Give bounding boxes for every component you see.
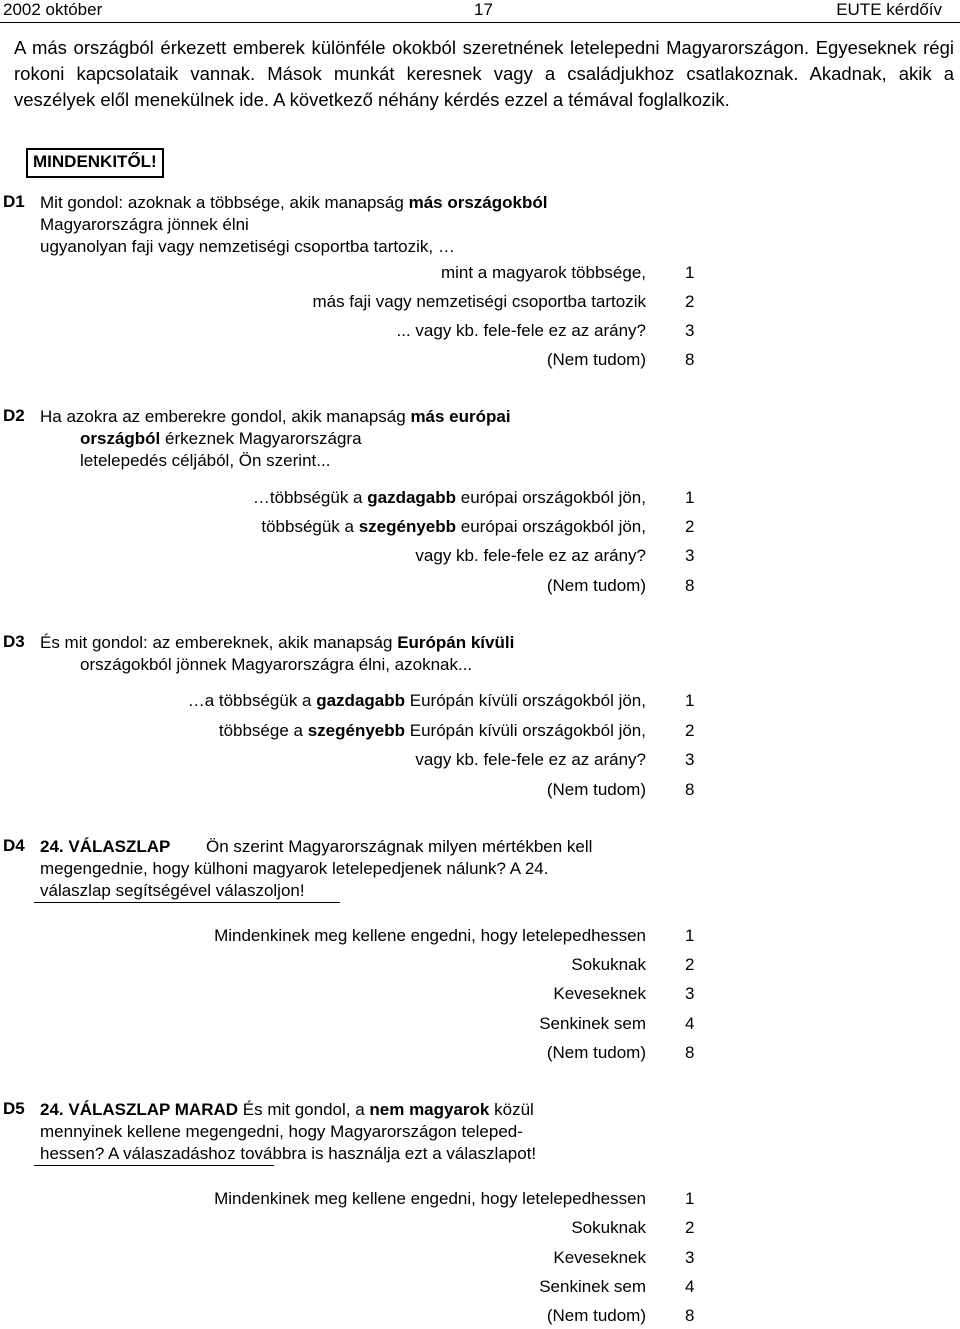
- d3-code-2: 2: [685, 721, 695, 740]
- d1-option-3: ... vagy kb. fele-fele ez az arány?: [396, 321, 646, 340]
- question-d1-emph: más országokból: [408, 193, 548, 212]
- d5-option-4: Senkinek sem: [539, 1277, 646, 1296]
- d3-code-1: 1: [685, 691, 695, 710]
- question-d2-text2: érkeznek Magyarországra: [160, 429, 362, 448]
- d5-code-2: 2: [685, 1218, 695, 1237]
- mindenkitol-box: MINDENKITŐL!: [26, 148, 164, 178]
- d3-code-4: 8: [685, 780, 695, 799]
- question-d4-line1: Ön szerint Magyarországnak milyen mértékben kell: [206, 837, 593, 856]
- d5-card-label: 24. VÁLASZLAP MARAD: [40, 1100, 239, 1119]
- d5-option-2: Sokuknak: [571, 1218, 646, 1237]
- question-id-d4: D4: [3, 836, 25, 855]
- question-id-d2: D2: [3, 406, 25, 425]
- question-d2-line1: [40, 406, 511, 428]
- intro-paragraph: A más országból érkezett emberek különféle okokból szeretnének letelepedni Magyarországon. Egyeseknek régi rokoni kapcsolataik vannak. Mások munkát keresnek vagy a családjukhoz csatlakoznak. Akadnak, akik a veszélyek elől menekülnek ide. A következő néhány kérdés ezzel a témával foglalkozik.: [14, 37, 954, 110]
- d1-option-1: mint a magyarok többsége,: [440, 263, 646, 282]
- d1-option-4: (Nem tudom): [546, 350, 646, 369]
- question-d4-line3: válaszlap segítségével válaszoljon!: [40, 881, 305, 900]
- d1-code-4: 8: [685, 350, 695, 369]
- question-d3-text: És mit gondol: az embereknek, akik manapság: [40, 633, 398, 652]
- question-d3-emph: Európán kívüli: [397, 633, 515, 652]
- question-d2-text: Ha azokra az emberekre gondol, akik manapság: [40, 407, 411, 426]
- question-d1-line2: Magyarországra jönnek élni: [40, 215, 249, 234]
- question-d4-line2: megengednie, hogy külhoni magyarok letelepedjenek nálunk? A 24.: [40, 859, 549, 878]
- d2-option-4: (Nem tudom): [546, 576, 646, 595]
- d4-option-2: Sokuknak: [571, 955, 646, 974]
- d2-code-3: 3: [685, 546, 695, 565]
- d3-option-3: vagy kb. fele-fele ez az arány?: [415, 750, 646, 769]
- d4-option-3: Keveseknek: [553, 984, 646, 1003]
- d4-code-1: 1: [685, 926, 695, 945]
- d5-code-3: 3: [685, 1248, 695, 1267]
- d4-card-label: 24. VÁLASZLAP: [40, 837, 171, 856]
- page-number: 17: [474, 0, 493, 19]
- question-id-d1: D1: [3, 192, 25, 211]
- question-d2-line2: [80, 428, 362, 450]
- question-d3-line1: [40, 632, 514, 654]
- d2-code-4: 8: [685, 576, 695, 595]
- d5-option-3: Keveseknek: [553, 1248, 646, 1267]
- d4-code-2: 2: [685, 955, 695, 974]
- d4-option-1: Mindenkinek meg kellene engedni, hogy letelepedhessen: [214, 926, 646, 945]
- question-d5-line3: hessen? A válaszadáshoz továbbra is használja ezt a válaszlapot!: [40, 1144, 537, 1163]
- d1-code-3: 3: [685, 321, 695, 340]
- question-id-d5: D5: [3, 1099, 25, 1118]
- d5-code-1: 1: [685, 1189, 695, 1208]
- d5-option-1: Mindenkinek meg kellene engedni, hogy letelepedhessen: [214, 1189, 646, 1208]
- d5-code-5: 8: [685, 1306, 695, 1325]
- d2-code-2: 2: [685, 517, 695, 536]
- d1-code-2: 2: [685, 292, 695, 311]
- d4-code-5: 8: [685, 1043, 695, 1062]
- question-d1-text: Mit gondol: azoknak a többsége, akik manapság: [40, 193, 409, 212]
- d3-option-2: többsége a szegényebb Európán kívüli országokból jön,: [218, 721, 646, 740]
- d2-option-3: vagy kb. fele-fele ez az arány?: [415, 546, 646, 565]
- question-d2-emph: más európai: [410, 407, 511, 426]
- question-d2-emph2: országból: [80, 429, 161, 448]
- header-date: 2002 október: [3, 0, 103, 19]
- d2-option-1: …többségük a gazdagabb európai országokból jön,: [252, 488, 646, 507]
- d5-underline: [34, 1165, 274, 1166]
- d1-option-2: más faji vagy nemzetiségi csoportba tartozik: [312, 292, 646, 311]
- d4-code-3: 3: [685, 984, 695, 1003]
- d3-option-1: …a többségük a gazdagabb Európán kívüli országokból jön,: [187, 691, 646, 710]
- d2-code-1: 1: [685, 488, 695, 507]
- d5-option-5: (Nem tudom): [546, 1306, 646, 1325]
- d4-option-4: Senkinek sem: [539, 1014, 646, 1033]
- question-d1-line1: [40, 192, 547, 214]
- d3-code-3: 3: [685, 750, 695, 769]
- header-title: EUTE kérdőív: [836, 0, 942, 19]
- question-d1-line3: ugyanolyan faji vagy nemzetiségi csoportba tartozik, …: [40, 237, 455, 256]
- question-d5-line1: 24. VÁLASZLAP MARAD És mit gondol, a nem magyarok közül: [40, 1100, 534, 1119]
- d5-code-4: 4: [685, 1277, 695, 1296]
- question-id-d3: D3: [3, 632, 25, 651]
- question-d2-line3: letelepedés céljából, Ön szerint...: [80, 451, 331, 470]
- d3-option-4: (Nem tudom): [546, 780, 646, 799]
- d4-option-5: (Nem tudom): [546, 1043, 646, 1062]
- d2-option-2: többségük a szegényebb európai országokból jön,: [261, 517, 646, 536]
- header-rule: [0, 22, 960, 23]
- question-d3-line2: országokból jönnek Magyarországra élni, azoknak...: [80, 655, 473, 674]
- d4-code-4: 4: [685, 1014, 695, 1033]
- d1-code-1: 1: [685, 263, 695, 282]
- d4-underline: [34, 902, 340, 903]
- question-d5-line2: mennyinek kellene megengedni, hogy Magyarországon teleped-: [40, 1122, 523, 1141]
